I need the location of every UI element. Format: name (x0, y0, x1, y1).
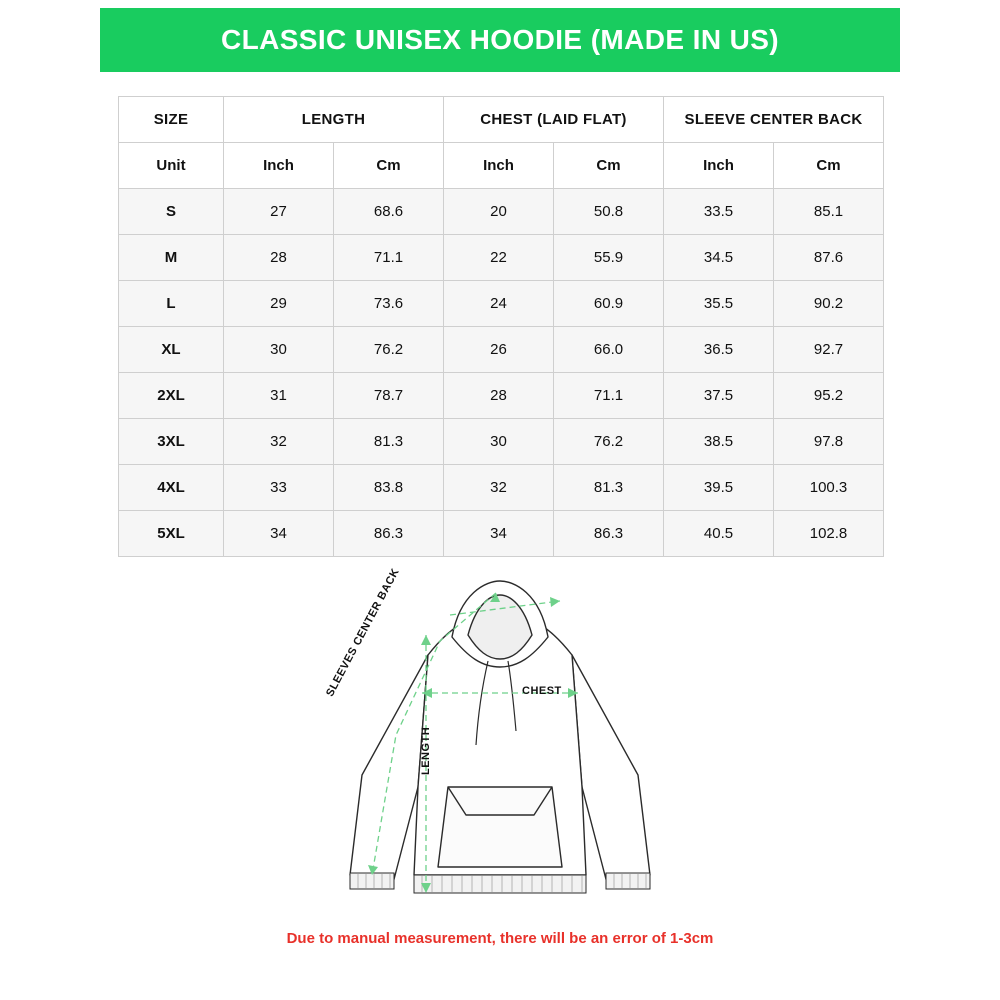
left-cuff-rib (350, 873, 394, 889)
cell-sleeve-cm: 87.6 (774, 235, 884, 281)
unit-chest-inch: Inch (444, 143, 554, 189)
cell-size: 5XL (119, 511, 224, 557)
cell-sleeve-cm: 85.1 (774, 189, 884, 235)
cell-sleeve-inch: 40.5 (664, 511, 774, 557)
size-table-container (118, 96, 883, 557)
header-banner (100, 8, 900, 72)
cell-chest-cm: 71.1 (554, 373, 664, 419)
length-measure-label: LENGTH (420, 726, 432, 775)
cell-sleeve-cm: 102.8 (774, 511, 884, 557)
cell-length-cm: 73.6 (334, 281, 444, 327)
cell-chest-inch: 20 (444, 189, 554, 235)
cell-length-cm: 83.8 (334, 465, 444, 511)
cell-chest-cm: 81.3 (554, 465, 664, 511)
cell-sleeve-cm: 97.8 (774, 419, 884, 465)
cell-chest-inch: 28 (444, 373, 554, 419)
cell-chest-inch: 30 (444, 419, 554, 465)
table-row (119, 511, 884, 557)
cell-length-inch: 31 (224, 373, 334, 419)
cell-size: 2XL (119, 373, 224, 419)
cell-sleeve-inch: 39.5 (664, 465, 774, 511)
cell-sleeve-inch: 36.5 (664, 327, 774, 373)
cell-chest-inch: 22 (444, 235, 554, 281)
table-row (119, 327, 884, 373)
cell-length-cm: 78.7 (334, 373, 444, 419)
table-group-header-row (119, 97, 884, 143)
cell-length-inch: 32 (224, 419, 334, 465)
cell-length-cm: 68.6 (334, 189, 444, 235)
pocket-shape (438, 787, 562, 867)
unit-length-cm: Cm (334, 143, 444, 189)
unit-length-inch: Inch (224, 143, 334, 189)
waist-rib (414, 875, 586, 893)
cell-sleeve-cm: 95.2 (774, 373, 884, 419)
hoodie-diagram (300, 566, 700, 915)
cell-chest-cm: 66.0 (554, 327, 664, 373)
cell-size: M (119, 235, 224, 281)
cell-chest-inch: 32 (444, 465, 554, 511)
cell-chest-cm: 60.9 (554, 281, 664, 327)
cell-chest-cm: 76.2 (554, 419, 664, 465)
cell-size: S (119, 189, 224, 235)
cell-sleeve-inch: 37.5 (664, 373, 774, 419)
table-row (119, 373, 884, 419)
cell-sleeve-inch: 33.5 (664, 189, 774, 235)
cell-sleeve-inch: 38.5 (664, 419, 774, 465)
table-row (119, 419, 884, 465)
chest-measure-label: CHEST (522, 685, 562, 697)
cell-chest-inch: 26 (444, 327, 554, 373)
cell-length-inch: 34 (224, 511, 334, 557)
cell-length-inch: 30 (224, 327, 334, 373)
header-size: SIZE (119, 97, 224, 143)
unit-chest-cm: Cm (554, 143, 664, 189)
cell-length-inch: 27 (224, 189, 334, 235)
cell-length-cm: 76.2 (334, 327, 444, 373)
measurement-disclaimer: Due to manual measurement, there will be an error of 1-3cm (286, 930, 714, 947)
unit-sleeve-inch: Inch (664, 143, 774, 189)
cell-chest-cm: 50.8 (554, 189, 664, 235)
cell-length-inch: 29 (224, 281, 334, 327)
cell-chest-inch: 24 (444, 281, 554, 327)
table-row (119, 189, 884, 235)
header-length: LENGTH (224, 97, 444, 143)
cell-size: XL (119, 327, 224, 373)
page-title: CLASSIC UNISEX HOODIE (MADE IN US) (220, 24, 780, 55)
table-row (119, 235, 884, 281)
cell-sleeve-cm: 90.2 (774, 281, 884, 327)
cell-sleeve-cm: 92.7 (774, 327, 884, 373)
table-row (119, 281, 884, 327)
header-sleeve: SLEEVE CENTER BACK (664, 97, 884, 143)
unit-sleeve-cm: Cm (774, 143, 884, 189)
right-cuff-rib (606, 873, 650, 889)
header-chest: CHEST (LAID FLAT) (444, 97, 664, 143)
table-unit-row (119, 143, 884, 189)
cell-length-cm: 81.3 (334, 419, 444, 465)
cell-length-inch: 33 (224, 465, 334, 511)
size-table (118, 96, 884, 557)
cell-size: 3XL (119, 419, 224, 465)
cell-length-inch: 28 (224, 235, 334, 281)
cell-chest-inch: 34 (444, 511, 554, 557)
cell-sleeve-cm: 100.3 (774, 465, 884, 511)
table-row (119, 465, 884, 511)
cell-sleeve-inch: 34.5 (664, 235, 774, 281)
cell-chest-cm: 86.3 (554, 511, 664, 557)
unit-label: Unit (119, 143, 224, 189)
sleeve-measure-label: SLEEVES CENTER BACK (324, 566, 402, 699)
cell-length-cm: 71.1 (334, 235, 444, 281)
cell-size: L (119, 281, 224, 327)
cell-length-cm: 86.3 (334, 511, 444, 557)
cell-chest-cm: 55.9 (554, 235, 664, 281)
cell-sleeve-inch: 35.5 (664, 281, 774, 327)
cell-size: 4XL (119, 465, 224, 511)
